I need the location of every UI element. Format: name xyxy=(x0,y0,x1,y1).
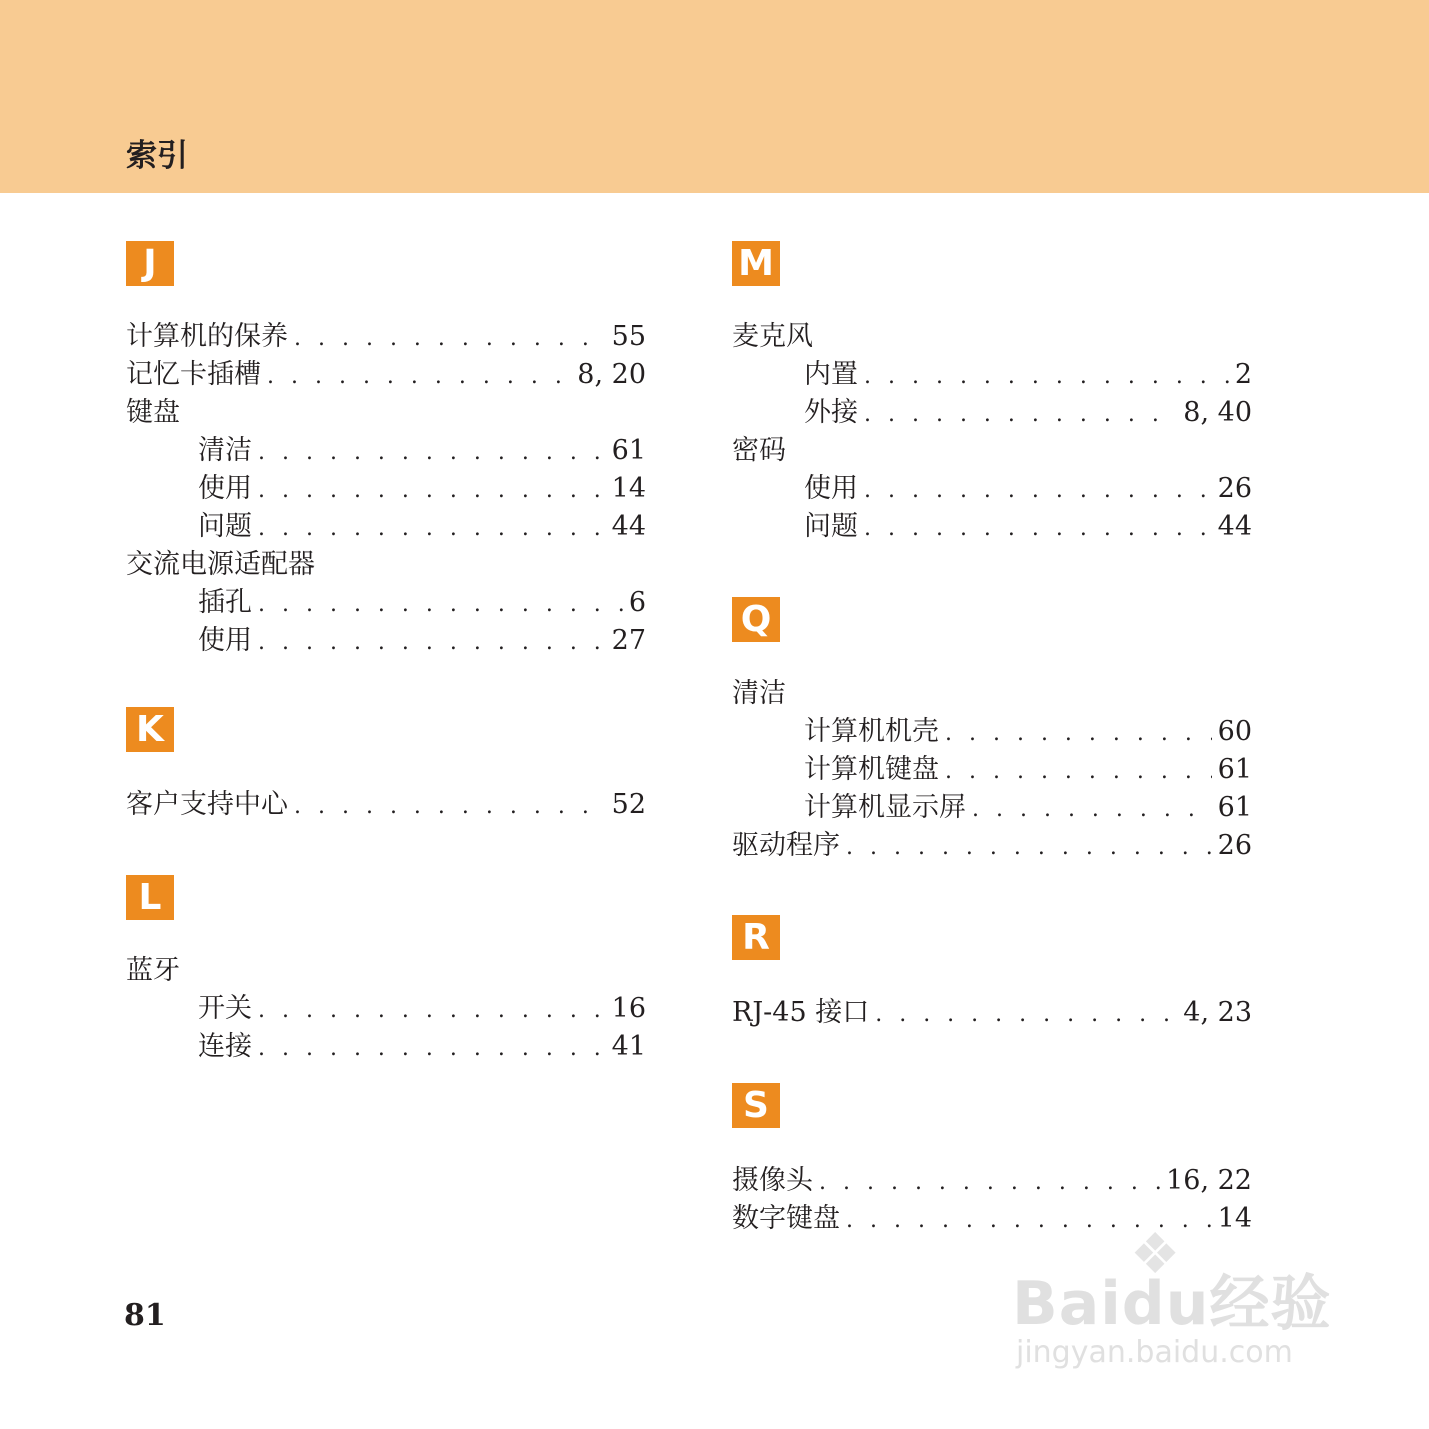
entry-page: 27 xyxy=(611,625,646,656)
section-letter-badge: S xyxy=(732,1083,780,1128)
entry-term: 蓝牙 xyxy=(126,955,180,986)
dot-leader xyxy=(819,1164,1160,1200)
index-subentry[interactable] xyxy=(732,470,1252,508)
dot-leader xyxy=(945,715,1212,751)
entry-term: 插孔 xyxy=(198,587,252,618)
entry-term: 问题 xyxy=(804,511,858,542)
dot-leader xyxy=(864,472,1212,508)
dot-leader xyxy=(294,320,606,356)
index-entry-heading xyxy=(126,394,646,432)
entry-term: 开关 xyxy=(198,993,252,1024)
entry-term: 记忆卡插槽 xyxy=(126,359,261,390)
index-entry-heading xyxy=(732,432,1252,470)
dot-leader xyxy=(258,1030,606,1066)
entry-page: 6 xyxy=(628,587,646,618)
index-entry[interactable] xyxy=(126,318,646,356)
index-subentry[interactable] xyxy=(126,1028,646,1066)
entry-term: 客户支持中心 xyxy=(126,789,288,820)
section-letter-badge: K xyxy=(126,707,174,752)
entry-term: 清洁 xyxy=(198,435,252,466)
dot-leader xyxy=(864,510,1212,546)
entry-term: 数字键盘 xyxy=(732,1203,840,1234)
dot-leader xyxy=(864,396,1177,432)
dot-leader xyxy=(864,358,1229,394)
dot-leader xyxy=(258,624,606,660)
dot-leader xyxy=(294,788,606,824)
page-title: 索引 xyxy=(126,138,188,174)
dot-leader xyxy=(258,586,623,622)
index-section-k xyxy=(126,707,646,752)
entry-term: 使用 xyxy=(198,473,252,504)
entry-page: 41 xyxy=(611,1031,646,1062)
entry-page: 44 xyxy=(1217,511,1252,542)
entry-term: 计算机机壳 xyxy=(804,716,939,747)
entry-term: 麦克风 xyxy=(732,321,813,352)
entry-page: 61 xyxy=(1217,792,1252,823)
entry-term: 外接 xyxy=(804,397,858,428)
index-entries-j xyxy=(126,318,646,660)
entry-term: 计算机键盘 xyxy=(804,754,939,785)
index-subentry[interactable] xyxy=(126,584,646,622)
entry-term: 问题 xyxy=(198,511,252,542)
entry-term: 交流电源适配器 xyxy=(126,549,315,580)
baidu-watermark xyxy=(1012,1222,1344,1372)
index-subentry[interactable] xyxy=(732,394,1252,432)
index-subentry[interactable] xyxy=(732,751,1252,789)
entry-term: 使用 xyxy=(804,473,858,504)
section-letter-badge: M xyxy=(732,241,780,286)
entry-page: 8, 20 xyxy=(577,359,646,390)
index-subentry[interactable] xyxy=(126,470,646,508)
index-entry-heading xyxy=(732,675,1252,713)
index-section-s xyxy=(732,1083,1252,1128)
entry-term: RJ-45 接口 xyxy=(732,997,870,1028)
dot-leader xyxy=(945,753,1212,789)
index-section-l xyxy=(126,875,646,920)
entry-term: 计算机显示屏 xyxy=(804,792,966,823)
dot-leader xyxy=(267,358,571,394)
entry-page: 4, 23 xyxy=(1183,997,1252,1028)
index-entry[interactable] xyxy=(126,356,646,394)
index-entry[interactable] xyxy=(126,786,646,824)
index-section-q xyxy=(732,597,1252,642)
section-letter-badge: J xyxy=(126,241,174,286)
index-subentry[interactable] xyxy=(126,990,646,1028)
dot-leader xyxy=(258,992,606,1028)
dot-leader xyxy=(258,472,606,508)
entry-page: 61 xyxy=(611,435,646,466)
section-letter-badge: R xyxy=(732,915,780,960)
index-entries-m xyxy=(732,318,1252,546)
index-entry[interactable] xyxy=(732,994,1252,1032)
entry-page: 14 xyxy=(1217,1203,1252,1234)
entry-page: 2 xyxy=(1234,359,1252,390)
entry-term: 连接 xyxy=(198,1031,252,1062)
index-entry[interactable] xyxy=(732,827,1252,865)
header-band xyxy=(0,0,1429,193)
entry-page: 60 xyxy=(1217,716,1252,747)
dot-leader xyxy=(972,791,1212,827)
section-letter-badge: L xyxy=(126,875,174,920)
entry-page: 16 xyxy=(611,993,646,1024)
index-entries-k xyxy=(126,786,646,824)
index-subentry[interactable] xyxy=(126,622,646,660)
entry-term: 使用 xyxy=(198,625,252,656)
entry-term: 密码 xyxy=(732,435,786,466)
paw-logo-icon: ❖ xyxy=(1130,1222,1181,1287)
index-entry-heading xyxy=(126,546,646,584)
dot-leader xyxy=(875,996,1177,1032)
entry-page: 26 xyxy=(1217,473,1252,504)
entry-term: 计算机的保养 xyxy=(126,321,288,352)
entry-term: 清洁 xyxy=(732,678,786,709)
entry-page: 55 xyxy=(611,321,646,352)
index-entry[interactable] xyxy=(732,1162,1252,1200)
index-section-m xyxy=(732,241,1252,286)
index-subentry[interactable] xyxy=(732,713,1252,751)
index-section-r xyxy=(732,915,1252,960)
page-number: 81 xyxy=(124,1298,166,1333)
entry-page: 16, 22 xyxy=(1166,1165,1252,1196)
section-letter-badge: Q xyxy=(732,597,780,642)
index-section-j xyxy=(126,241,646,286)
index-entries-r xyxy=(732,994,1252,1032)
index-entry-heading xyxy=(732,318,1252,356)
entry-term: 驱动程序 xyxy=(732,830,840,861)
dot-leader xyxy=(258,510,606,546)
entry-page: 8, 40 xyxy=(1183,397,1252,428)
entry-term: 摄像头 xyxy=(732,1165,813,1196)
entry-page: 61 xyxy=(1217,754,1252,785)
index-subentry[interactable] xyxy=(126,508,646,546)
watermark-brand: Baidu经验 xyxy=(1012,1269,1332,1339)
entry-page: 26 xyxy=(1217,830,1252,861)
index-subentry[interactable] xyxy=(126,432,646,470)
watermark-url: jingyan.baidu.com xyxy=(1016,1335,1293,1370)
index-subentry[interactable] xyxy=(732,508,1252,546)
entry-page: 44 xyxy=(611,511,646,542)
index-subentry[interactable] xyxy=(732,789,1252,827)
entry-page: 14 xyxy=(611,473,646,504)
dot-leader xyxy=(258,434,606,470)
index-subentry[interactable] xyxy=(732,356,1252,394)
entry-term: 键盘 xyxy=(126,397,180,428)
index-entries-q xyxy=(732,675,1252,865)
entry-page: 52 xyxy=(611,789,646,820)
entry-term: 内置 xyxy=(804,359,858,390)
index-entry-heading xyxy=(126,952,646,990)
dot-leader xyxy=(846,829,1212,865)
index-entries-l xyxy=(126,952,646,1066)
